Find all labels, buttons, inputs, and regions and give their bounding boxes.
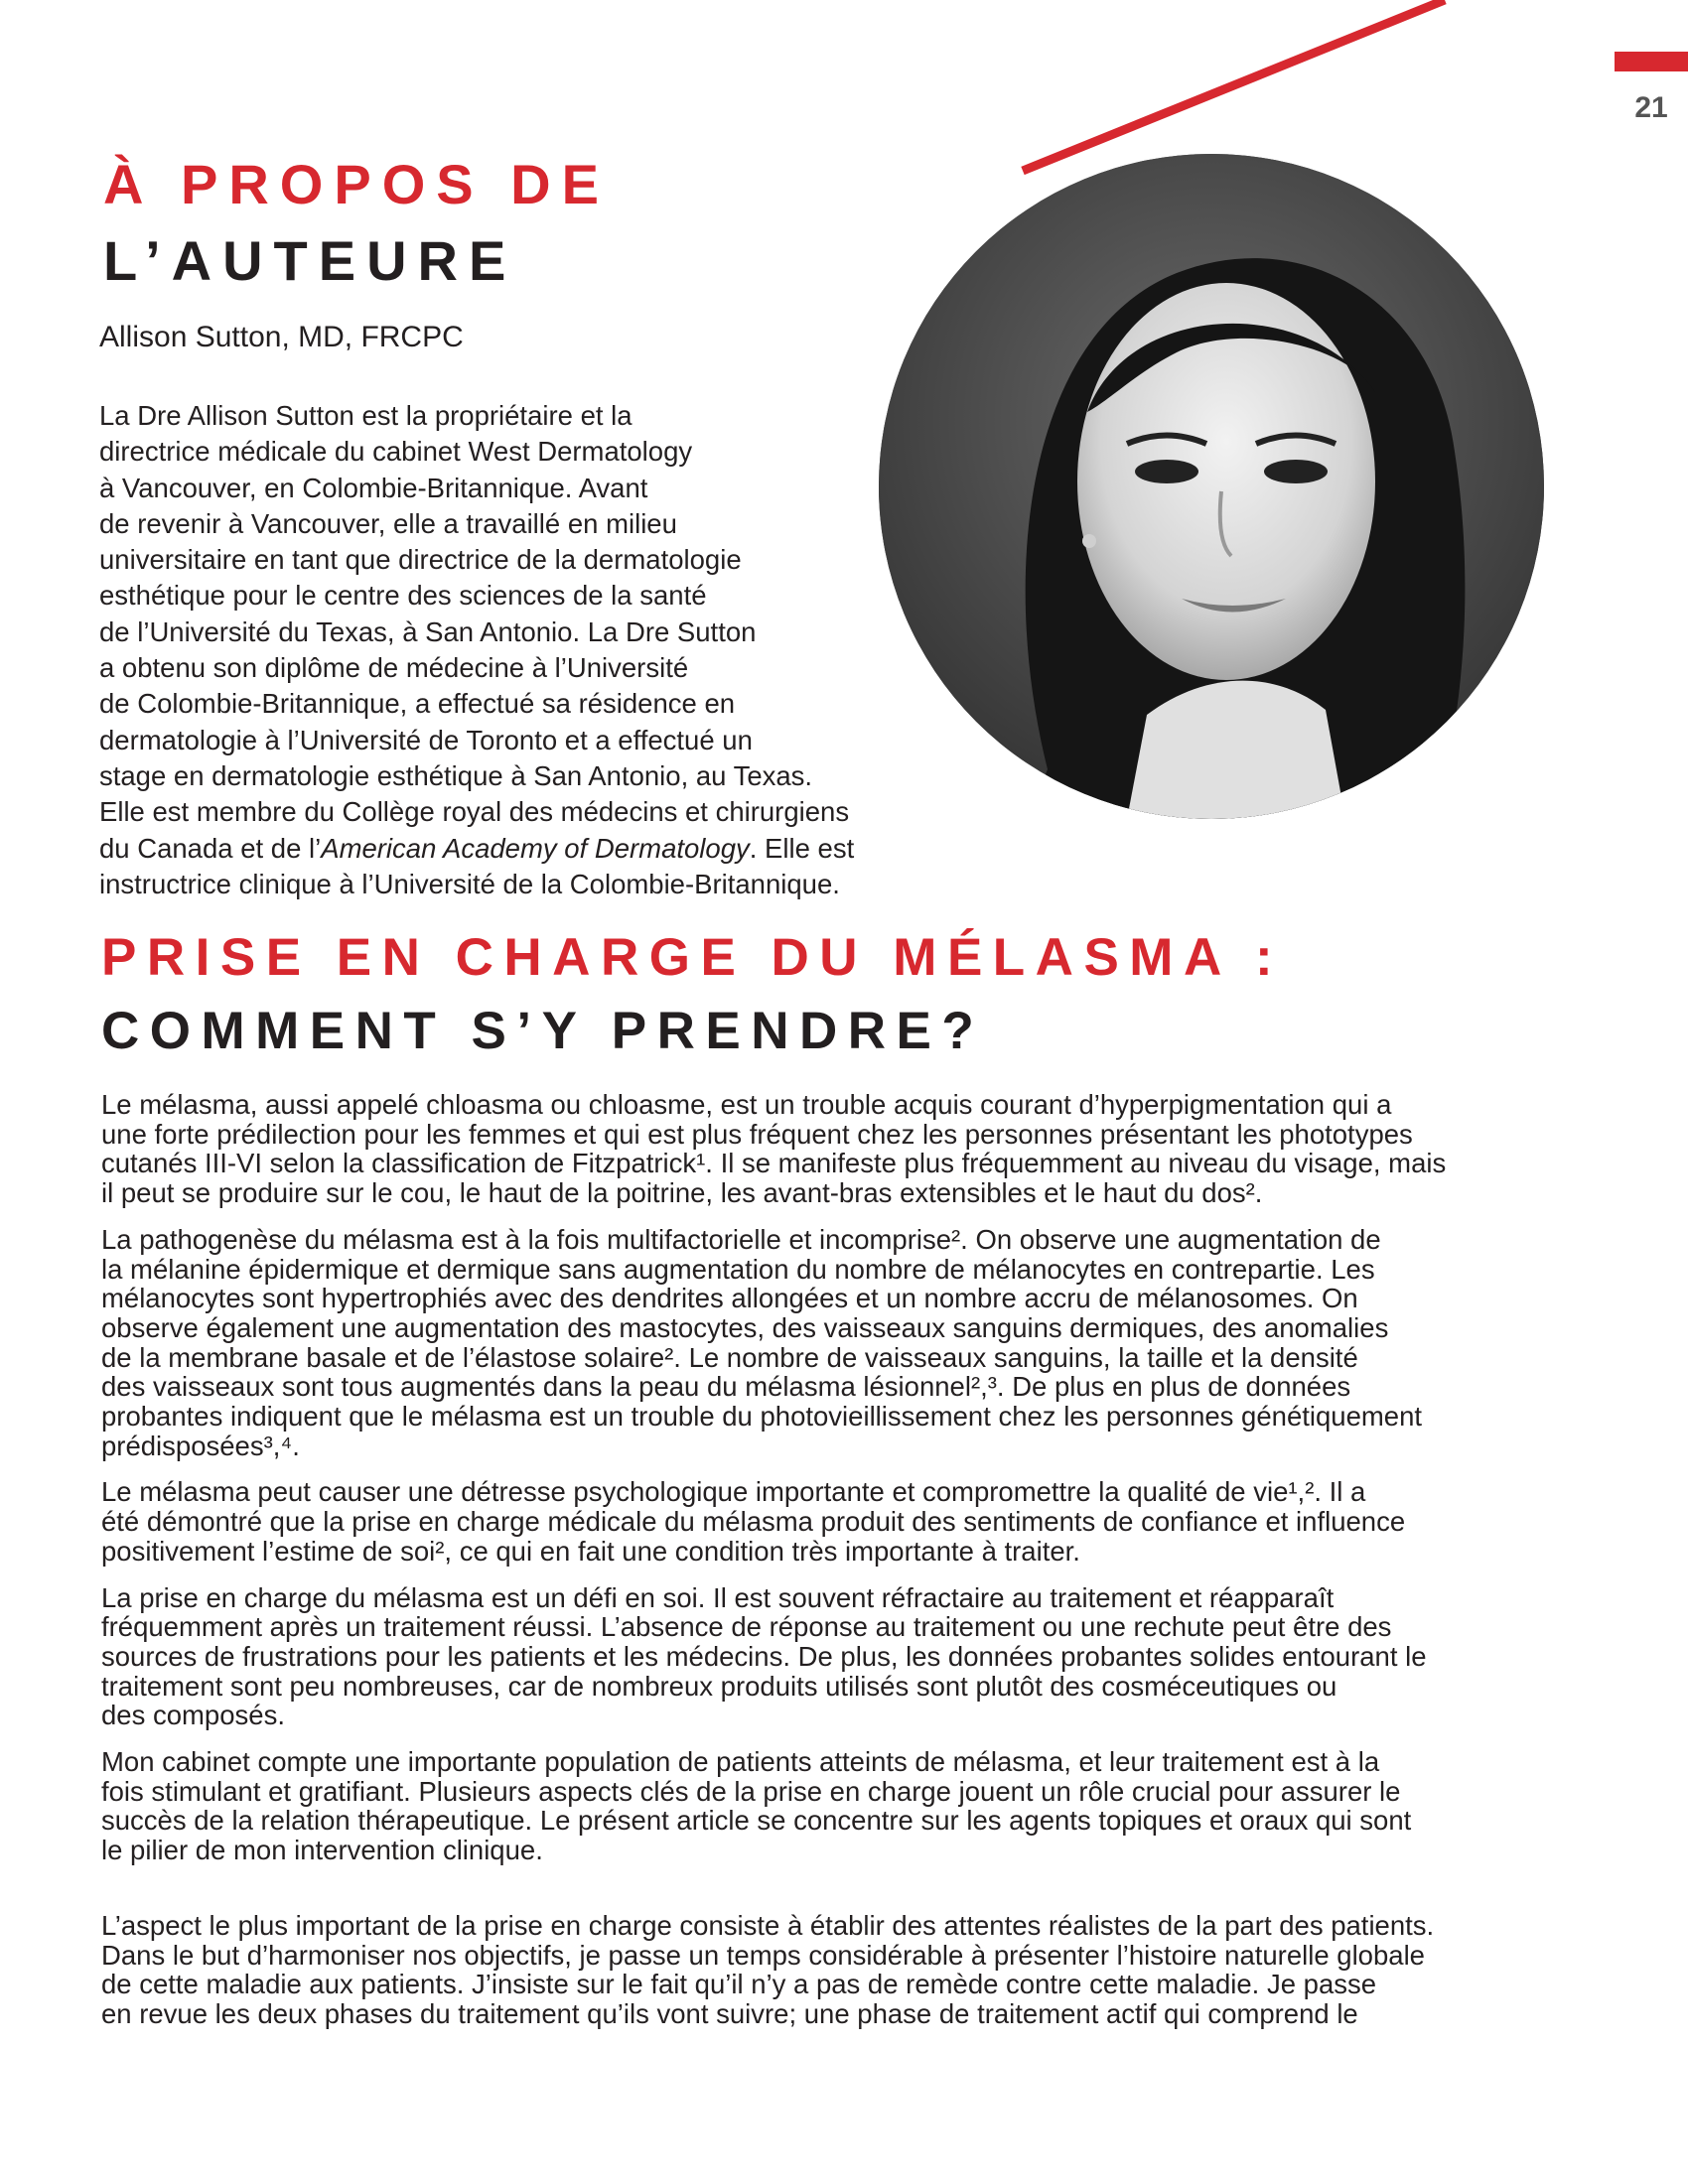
bio-line: stage en dermatologie esthétique à San Antonio, au Texas. <box>99 759 813 791</box>
text-line: cutanés III-VI selon la classification de Fitzpatrick¹. Il se manifeste plus fréquemment au niveau du visage, mais <box>101 1148 1447 1179</box>
author-byline: Allison Sutton, MD, FRCPC <box>99 321 464 353</box>
bio-line: instructrice clinique à l’Université de la Colombie-Britannique. <box>99 868 840 899</box>
bio-line: à Vancouver, en Colombie-Britannique. Avant <box>99 472 648 503</box>
text-line: des composés. <box>101 1700 285 1731</box>
page-number-bar <box>1615 52 1688 71</box>
bio-line: Elle est membre du Collège royal des médecins et chirurgiens <box>99 796 850 828</box>
paragraph <box>101 1911 1591 2029</box>
bio-line: a obtenu son diplôme de médecine à l’Université <box>99 652 689 684</box>
article-body <box>101 1090 1591 2046</box>
bio-line: dermatologie à l’Université de Toronto et a effectué un <box>99 724 753 755</box>
text-line: des vaisseaux sont tous augmentés dans la peau du mélasma lésionnel²,³. De plus en plus de données <box>101 1371 1351 1403</box>
text-line: la mélanine épidermique et dermique sans augmentation du nombre de mélanocytes en contrepartie. Les <box>101 1253 1375 1285</box>
paragraph <box>101 1225 1591 1461</box>
page-number: 21 <box>1634 91 1668 124</box>
text-line: le pilier de mon intervention clinique. <box>101 1835 543 1866</box>
text-line: Dans le but d’harmoniser nos objectifs, je passe un temps considérable à présenter l’histoire naturelle globale <box>101 1939 1425 1971</box>
text-line: observe également une augmentation des mastocytes, des vaisseaux sanguins dermiques, des anomalies <box>101 1311 1389 1343</box>
author-bio <box>99 398 993 902</box>
text-line: La pathogenèse du mélasma est à la fois multifactorielle et incomprise². On observe une augmentation de <box>101 1223 1381 1255</box>
about-title-line2: L’AUTEURE <box>103 229 517 292</box>
bio-line: de revenir à Vancouver, elle a travaillé en milieu <box>99 507 677 539</box>
bio-line: du Canada et de l’American Academy of Dermatology. Elle est <box>99 832 855 864</box>
text-line: La prise en charge du mélasma est un défi en soi. Il est souvent réfractaire au traitement et réapparaît <box>101 1581 1335 1613</box>
text-line: été démontré que la prise en charge médicale du mélasma produit des sentiments de confiance et influence <box>101 1506 1406 1538</box>
bio-line: de Colombie-Britannique, a effectué sa résidence en <box>99 688 736 720</box>
journal-name: American Academy of Dermatology <box>321 832 750 864</box>
paragraph <box>101 1090 1591 1208</box>
text-line: sources de frustrations pour les patients et les médecins. De plus, les données probantes solides entourant le <box>101 1640 1427 1672</box>
author-portrait <box>879 154 1544 819</box>
text-line: prédisposées³,⁴. <box>101 1430 300 1461</box>
text-line: mélanocytes sont hypertrophiés avec des dendrites allongées et un nombre accru de mélanosomes. On <box>101 1283 1358 1314</box>
text-line: succès de la relation thérapeutique. Le présent article se concentre sur les agents topiques et oraux qui sont <box>101 1805 1412 1837</box>
about-title-line1: À PROPOS DE <box>103 153 610 215</box>
text-line: traitement sont peu nombreuses, car de nombreux produits utilisés sont plutôt des cosméceutiques ou <box>101 1670 1337 1702</box>
text-line: de cette maladie aux patients. J’insiste sur le fait qu’il n’y a pas de remède contre cette maladie. Je passe <box>101 1969 1377 2000</box>
bio-line: La Dre Allison Sutton est la propriétaire et la <box>99 400 633 431</box>
article-title-line2: COMMENT S’Y PRENDRE? <box>101 1002 985 1060</box>
bio-line: de l’Université du Texas, à San Antonio. La Dre Sutton <box>99 615 757 647</box>
bio-line: directrice médicale du cabinet West Dermatology <box>99 436 693 468</box>
paragraph <box>101 1477 1591 1566</box>
text-line: Mon cabinet compte une importante population de patients atteints de mélasma, et leur traitement est à la <box>101 1746 1380 1778</box>
text-line: en revue les deux phases du traitement qu’ils vont suivre; une phase de traitement actif qui comprend le <box>101 1997 1358 2029</box>
bio-line: universitaire en tant que directrice de la dermatologie <box>99 544 742 576</box>
text-line: fois stimulant et gratifiant. Plusieurs aspects clés de la prise en charge jouent un rôle crucial pour assurer le <box>101 1775 1401 1807</box>
article-title-line1: PRISE EN CHARGE DU MÉLASMA : <box>101 928 1284 987</box>
paragraph <box>101 1583 1591 1731</box>
text-line: Le mélasma, aussi appelé chloasma ou chloasme, est un trouble acquis courant d’hyperpigmentation qui a <box>101 1089 1392 1120</box>
text-line: positivement l’estime de soi², ce qui en fait une condition très importante à traiter. <box>101 1535 1080 1567</box>
text-line: de la membrane basale et de l’élastose solaire². Le nombre de vaisseaux sanguins, la taille et la densité <box>101 1341 1358 1373</box>
text-line: Le mélasma peut causer une détresse psychologique importante et compromettre la qualité de vie¹,². Il a <box>101 1476 1366 1508</box>
text-line: une forte prédilection pour les femmes et qui est plus fréquent chez les personnes présentant les phototypes <box>101 1118 1413 1150</box>
text-line: il peut se produire sur le cou, le haut de la poitrine, les avant-bras extensibles et le haut du dos². <box>101 1177 1263 1209</box>
paragraph <box>101 1747 1591 1865</box>
bio-line: esthétique pour le centre des sciences de la santé <box>99 580 707 612</box>
text-line: probantes indiquent que le mélasma est un trouble du photovieillissement chez les personnes génétiquement <box>101 1401 1423 1433</box>
text-line: fréquemment après un traitement réussi. L’absence de réponse au traitement ou une rechute peut être des <box>101 1611 1392 1643</box>
text-line: L’aspect le plus important de la prise en charge consiste à établir des attentes réalistes de la part des patients. <box>101 1909 1435 1941</box>
